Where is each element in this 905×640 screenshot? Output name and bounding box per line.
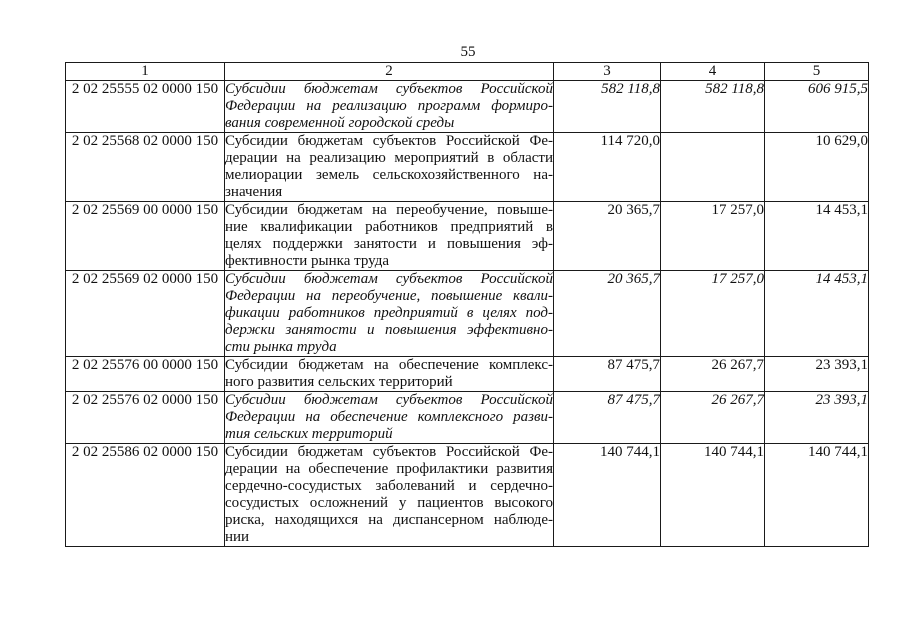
amount-col-4: 140 744,1: [661, 444, 765, 547]
column-number-5: 5: [765, 63, 869, 81]
description-line: Федерации на обеспечение комплексного разви-: [225, 409, 553, 425]
amount-col-4: 582 118,8: [661, 81, 765, 133]
amount-col-3: 20 365,7: [554, 202, 661, 271]
budget-table: [65, 62, 869, 547]
amount-col-5: 23 393,1: [765, 357, 869, 392]
table-row: [66, 357, 869, 392]
description-cell: [225, 81, 554, 133]
description-line: Федерации на реализацию программ формиро-: [225, 98, 553, 114]
table-row: [66, 392, 869, 444]
description-line: тия сельских территорий: [225, 426, 393, 442]
description-line: дерации на реализацию мероприятий в области: [225, 150, 553, 166]
amount-col-5: 14 453,1: [765, 202, 869, 271]
description-cell: [225, 444, 554, 547]
description-line: мелиорации земель сельскохозяйственного на-: [225, 167, 553, 183]
budget-code-cell: 2 02 25569 02 0000 150: [66, 271, 225, 357]
description-line: Субсидии бюджетам на обеспечение комплекс-: [225, 357, 553, 373]
description-line: Субсидии бюджетам субъектов Российской Фе-: [225, 444, 553, 460]
column-number-4: 4: [661, 63, 765, 81]
description-line: вания современной городской среды: [225, 115, 455, 131]
amount-col-4: 17 257,0: [661, 271, 765, 357]
description-line: Субсидии бюджетам субъектов Российской: [225, 271, 553, 287]
description-cell: [225, 392, 554, 444]
description-line: нии: [225, 529, 250, 545]
budget-code-cell: 2 02 25576 02 0000 150: [66, 392, 225, 444]
table-row: [66, 133, 869, 202]
table-header-row: [66, 63, 869, 81]
amount-col-5: 140 744,1: [765, 444, 869, 547]
description-line: ние квалификации работников предприятий в: [225, 219, 553, 235]
description-cell: [225, 271, 554, 357]
description-line: фективности рынка труда: [225, 253, 389, 269]
amount-col-4: 26 267,7: [661, 357, 765, 392]
amount-col-4: 26 267,7: [661, 392, 765, 444]
amount-col-3: 140 744,1: [554, 444, 661, 547]
description-line: сосудистых осложнений у пациентов высокого: [225, 495, 553, 511]
description-line: целях поддержки занятости и повышения эф-: [225, 236, 553, 252]
description-line: сердечно-сосудистых заболеваний и сердечно-: [225, 478, 553, 494]
description-line: значения: [225, 184, 283, 200]
amount-col-5: 14 453,1: [765, 271, 869, 357]
amount-col-3: 20 365,7: [554, 271, 661, 357]
description-line: дерации на обеспечение профилактики развития: [225, 461, 553, 477]
description-cell: [225, 133, 554, 202]
description-line: ного развития сельских территорий: [225, 374, 453, 390]
description-line: Субсидии бюджетам субъектов Российской: [225, 81, 553, 97]
amount-col-4: [661, 133, 765, 202]
amount-col-5: 23 393,1: [765, 392, 869, 444]
description-line: держки занятости и повышения эффективно-: [225, 322, 553, 338]
table-row: [66, 271, 869, 357]
table-row: [66, 202, 869, 271]
description-line: Субсидии бюджетам субъектов Российской: [225, 392, 553, 408]
description-line: фикации работников предприятий в целях под-: [225, 305, 553, 321]
description-cell: [225, 357, 554, 392]
budget-code-cell: 2 02 25555 02 0000 150: [66, 81, 225, 133]
description-line: Федерации на переобучение, повышение квали-: [225, 288, 553, 304]
column-number-3: 3: [554, 63, 661, 81]
amount-col-3: 87 475,7: [554, 357, 661, 392]
amount-col-5: 606 915,5: [765, 81, 869, 133]
amount-col-3: 87 475,7: [554, 392, 661, 444]
budget-code-cell: 2 02 25586 02 0000 150: [66, 444, 225, 547]
column-number-2: 2: [225, 63, 554, 81]
description-line: Субсидии бюджетам на переобучение, повыше-: [225, 202, 553, 218]
description-line: Субсидии бюджетам субъектов Российской Фе-: [225, 133, 553, 149]
table-row: [66, 81, 869, 133]
budget-code-cell: 2 02 25568 02 0000 150: [66, 133, 225, 202]
amount-col-5: 10 629,0: [765, 133, 869, 202]
amount-col-4: 17 257,0: [661, 202, 765, 271]
description-line: сти рынка труда: [225, 339, 337, 355]
table-row: [66, 444, 869, 547]
column-number-1: 1: [66, 63, 225, 81]
page-number: 55: [460, 44, 476, 60]
budget-code-cell: 2 02 25576 00 0000 150: [66, 357, 225, 392]
description-line: риска, находящихся на диспансерном наблюде-: [225, 512, 553, 528]
amount-col-3: 582 118,8: [554, 81, 661, 133]
budget-code-cell: 2 02 25569 00 0000 150: [66, 202, 225, 271]
description-cell: [225, 202, 554, 271]
amount-col-3: 114 720,0: [554, 133, 661, 202]
